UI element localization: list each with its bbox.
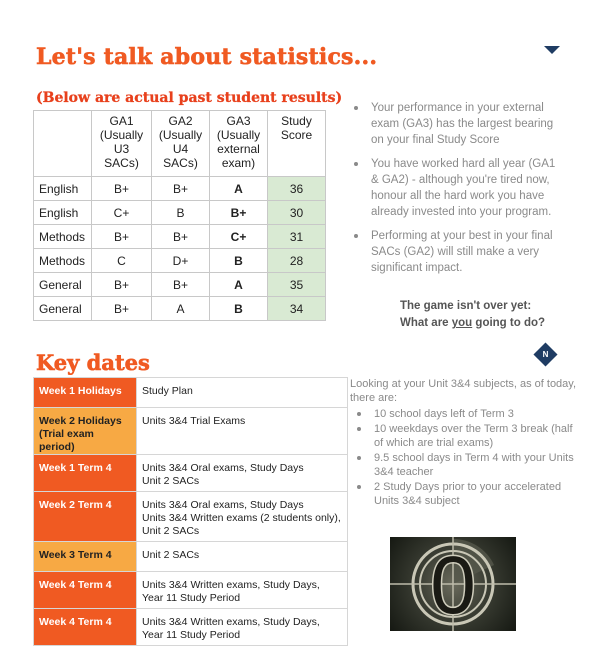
header-line: SACs) xyxy=(163,156,198,170)
study-score-cell: 31 xyxy=(268,225,326,249)
statistics-subtitle: (Below are actual past student results) xyxy=(36,90,343,106)
key-date-row xyxy=(34,492,348,542)
key-date-activity: Units 3&4 Trial Exams xyxy=(137,408,348,455)
subject-cell: General xyxy=(34,297,92,321)
header-line: U3 xyxy=(113,142,130,156)
results-row xyxy=(34,177,326,201)
subject-cell: English xyxy=(34,201,92,225)
compass-letter: N xyxy=(542,350,549,359)
key-date-activity: Unit 2 SACs xyxy=(137,542,348,572)
key-date-row xyxy=(34,572,348,609)
ga3-cell: C+ xyxy=(210,225,268,249)
study-score-cell: 36 xyxy=(268,177,326,201)
ga1-cell: B+ xyxy=(92,225,152,249)
header-ga1 xyxy=(92,111,152,177)
key-date-week: Week 3 Term 4 xyxy=(34,542,137,572)
subject-cell: English xyxy=(34,177,92,201)
key-date-week: Week 1 Holidays xyxy=(34,378,137,408)
ga2-cell: B xyxy=(152,201,210,225)
question-line-1: The game isn't over yet: xyxy=(400,300,532,312)
ga1-cell: B+ xyxy=(92,273,152,297)
key-date-week: Week 2 Term 4 xyxy=(34,492,137,542)
subject-bullet: 9.5 school days in Term 4 with your Units 3&4 teacher xyxy=(356,451,576,479)
study-score-cell: 35 xyxy=(268,273,326,297)
ga1-cell: B+ xyxy=(92,297,152,321)
header-line: U4 xyxy=(172,142,189,156)
subject-cell: Methods xyxy=(34,225,92,249)
ga3-cell: A xyxy=(210,273,268,297)
header-line: Score xyxy=(280,128,313,142)
question-emphasis: you xyxy=(451,317,473,329)
header-line: GA3 xyxy=(226,114,251,128)
key-date-activity: Units 3&4 Written exams, Study Days, Year 11 Study Period xyxy=(137,572,348,609)
key-date-row xyxy=(34,609,348,646)
results-row xyxy=(34,297,326,321)
ga3-cell: B+ xyxy=(210,201,268,225)
key-dates-title: Key dates xyxy=(36,350,150,375)
countdown-number: 0 xyxy=(430,540,476,631)
key-date-activity: Units 3&4 Oral exams, Study Days Unit 2 SACs xyxy=(137,455,348,492)
header-line: (Usually xyxy=(216,128,261,142)
results-table xyxy=(33,110,326,321)
subjects-bullets xyxy=(356,407,576,509)
subject-bullet: 10 weekdays over the Term 3 break (half of which are trial exams) xyxy=(356,422,576,450)
countdown-image xyxy=(390,537,516,631)
key-date-activity: Units 3&4 Written exams, Study Days, Year 11 Study Period xyxy=(137,609,348,646)
header-ga3 xyxy=(210,111,268,177)
header-line: Study xyxy=(281,114,312,128)
results-row xyxy=(34,249,326,273)
header-line: exam) xyxy=(221,156,256,170)
question-pre: What are xyxy=(400,317,452,329)
subject-cell: Methods xyxy=(34,249,92,273)
ga2-cell: B+ xyxy=(152,225,210,249)
ga3-cell: A xyxy=(210,177,268,201)
ga3-cell: B xyxy=(210,297,268,321)
key-date-week: Week 2 Holidays (Trial exam period) xyxy=(34,408,137,455)
key-date-row xyxy=(34,378,348,408)
subject-bullet: 2 Study Days prior to your accelerated Units 3&4 subject xyxy=(356,480,576,508)
ga1-cell: B+ xyxy=(92,177,152,201)
header-line: (Usually xyxy=(99,128,144,142)
study-score-cell: 28 xyxy=(268,249,326,273)
results-row xyxy=(34,273,326,297)
ga2-cell: B+ xyxy=(152,177,210,201)
countdown-leader-graphic xyxy=(390,537,516,631)
caret-down-icon xyxy=(544,46,560,54)
key-dates-table xyxy=(33,377,348,646)
performance-notes xyxy=(352,100,562,284)
study-score-cell: 34 xyxy=(268,297,326,321)
ga2-cell: D+ xyxy=(152,249,210,273)
question-post: going to do? xyxy=(472,317,546,329)
header-line: GA1 xyxy=(109,114,134,128)
header-line: SACs) xyxy=(104,156,139,170)
key-date-row xyxy=(34,542,348,572)
header-ga2 xyxy=(152,111,210,177)
subject-cell: General xyxy=(34,273,92,297)
subjects-intro: Looking at your Unit 3&4 subjects, as of today, there are: xyxy=(350,378,577,404)
key-date-activity: Study Plan xyxy=(137,378,348,408)
subject-bullet: 10 school days left of Term 3 xyxy=(356,407,576,421)
key-date-activity: Units 3&4 Oral exams, Study Days Units 3&4 Written exams (2 students only), Unit 2 SACs xyxy=(137,492,348,542)
question-line-2 xyxy=(400,317,545,329)
results-row xyxy=(34,225,326,249)
key-date-week: Week 4 Term 4 xyxy=(34,609,137,646)
results-row xyxy=(34,201,326,225)
statistics-title: Let's talk about statistics... xyxy=(36,44,378,70)
results-header-row xyxy=(34,111,326,177)
ga1-cell: C xyxy=(92,249,152,273)
key-date-row xyxy=(34,455,348,492)
ga3-cell: B xyxy=(210,249,268,273)
header-line: (Usually xyxy=(158,128,203,142)
key-date-week: Week 1 Term 4 xyxy=(34,455,137,492)
ga2-cell: B+ xyxy=(152,273,210,297)
note-item: You have worked hard all year (GA1 & GA2) - although you're tired now, honour all the hard work you have already invested into your program. xyxy=(352,156,562,220)
ga1-cell: C+ xyxy=(92,201,152,225)
note-item: Your performance in your external exam (GA3) has the largest bearing on your final Study Score xyxy=(352,100,562,148)
header-study-score xyxy=(268,111,326,177)
key-date-row xyxy=(34,408,348,455)
header-line: GA2 xyxy=(168,114,193,128)
header-blank xyxy=(34,111,92,177)
note-item: Performing at your best in your final SACs (GA2) will still make a very significant impact. xyxy=(352,228,562,276)
header-line: external xyxy=(217,142,260,156)
study-score-cell: 30 xyxy=(268,201,326,225)
key-date-week: Week 4 Term 4 xyxy=(34,572,137,609)
ga2-cell: A xyxy=(152,297,210,321)
